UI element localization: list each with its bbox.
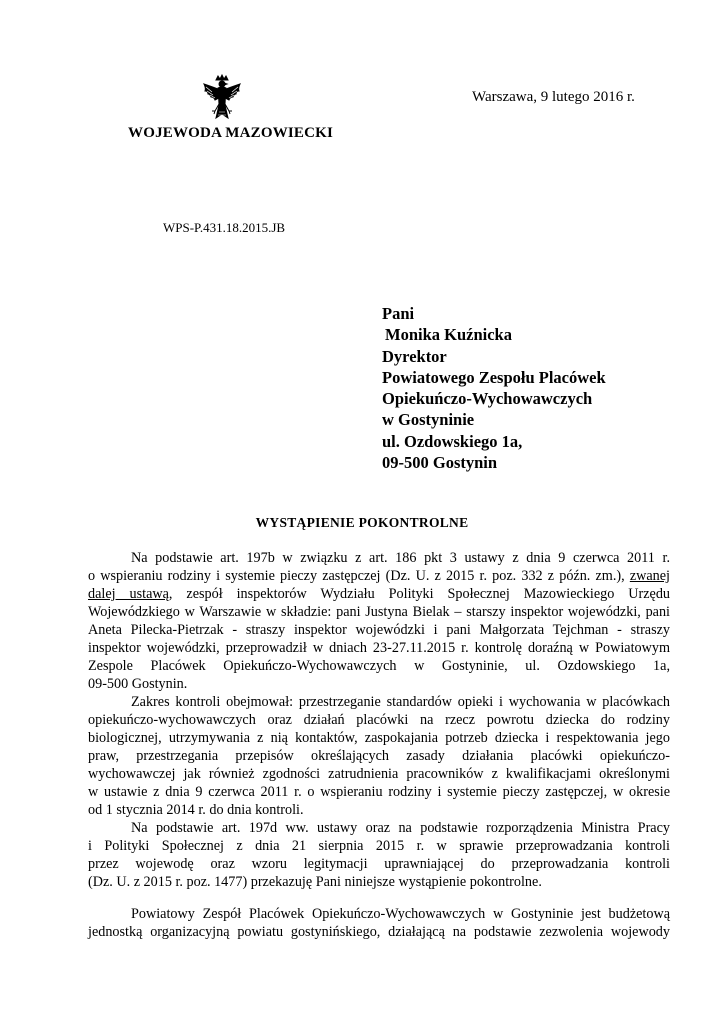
recipient-line: ul. Ozdowskiego 1a, [382, 431, 523, 451]
recipient-line: w Gostyninie [382, 410, 475, 430]
text-line: w ustawie z dnia 9 czerwca 2011 r. o wspieraniu rodziny i systemie pieczy zastępczej, w okresie [88, 784, 670, 800]
text-line [88, 567, 670, 585]
recipient-line: Dyrektor [382, 346, 447, 366]
text-line: (Dz. U. z 2015 r. poz. 1477) przekazuję Pani niniejsze wystąpienie pokontrolne. [88, 874, 542, 890]
text-segment: , zespół inspektorów Wydziału Polityki Społecznej Mazowieckiego Urzędu [168, 586, 671, 602]
text-line: od 1 stycznia 2014 r. do dnia kontroli. [88, 802, 304, 818]
place-date: Warszawa, 9 lutego 2016 r. [472, 89, 635, 105]
polish-eagle-emblem-icon [200, 74, 244, 126]
text-line [88, 585, 670, 603]
defined-term: zwanej [629, 568, 670, 584]
recipient-address [382, 303, 702, 473]
paragraph [88, 905, 670, 941]
text-line: praw, przestrzegania przepisów określających zasady działania placówki opiekuńczo- [88, 748, 670, 764]
text-line: jednostką organizacyjną powiatu gostynińskiego, działającą na podstawie zezwolenia wojewody [88, 924, 670, 940]
text-line: Zespole Placówek Opiekuńczo-Wychowawczych w Gostyninie, ul. Ozdowskiego 1a, [88, 658, 670, 674]
paragraph [88, 693, 670, 819]
text-line: biologicznej, utrzymywania z nią kontaktów, zaspokajania potrzeb dziecka i respektowania jego [88, 730, 670, 746]
paragraph [88, 819, 670, 891]
text-line: Na podstawie art. 197d ww. ustawy oraz na podstawie rozporządzenia Ministra Pracy [131, 820, 670, 836]
paragraph [88, 549, 670, 693]
text-line: Zakres kontroli obejmował: przestrzeganie standardów opieki i wychowania w placówkach [131, 694, 670, 710]
recipient-line: Monika Kuźnicka [385, 325, 512, 345]
text-line: wychowawczej jak również zgodności zatrudnienia pracowników z kwalifikacjami określonymi [88, 766, 670, 782]
text-line: i Polityki Społecznej z dnia 21 sierpnia 2015 r. w sprawie przeprowadzania kontroli [88, 838, 670, 854]
text-line: przez wojewodę oraz wzoru legitymacji uprawniającej do przeprowadzania kontroli [88, 856, 670, 872]
recipient-line: Opiekuńczo-Wychowawczych [382, 389, 593, 409]
text-line: Aneta Pilecka-Pietrzak - straszy inspektor wojewódzki i pani Małgorzata Tejchman - straszy [88, 622, 670, 638]
document-title: WYSTĄPIENIE POKONTROLNE [255, 515, 469, 530]
document-body [88, 549, 670, 941]
text-line: Wojewódzkiego w Warszawie w składzie: pani Justyna Bielak – starszy inspektor wojewódzki, pani [88, 604, 670, 620]
defined-term: dalej ustawą [88, 586, 169, 602]
text-segment: o wspieraniu rodziny i systemie pieczy zastępczej (Dz. U. z 2015 r. poz. 332 z późn. zm.), [88, 568, 625, 584]
issuer-name: WOJEWODA MAZOWIECKI [128, 125, 334, 141]
recipient-line: Pani [382, 304, 415, 323]
case-reference: WPS-P.431.18.2015.JB [163, 220, 286, 235]
text-line: Powiatowy Zespół Placówek Opiekuńczo-Wychowawczych w Gostyninie jest budżetową [131, 906, 670, 922]
text-line: 09-500 Gostynin. [88, 676, 188, 692]
text-line: Na podstawie art. 197b w związku z art. 186 pkt 3 ustawy z dnia 9 czerwca 2011 r. [131, 550, 670, 566]
recipient-line: 09-500 Gostynin [382, 453, 498, 473]
recipient-line: Powiatowego Zespołu Placówek [382, 367, 606, 387]
text-line: inspektor wojewódzki, przeprowadził w dniach 23-27.11.2015 r. kontrolę doraźną w Powiatowym [88, 640, 670, 656]
text-line: opiekuńczo-wychowawczych oraz działań placówki na rzecz powrotu dziecka do rodziny [88, 712, 670, 728]
